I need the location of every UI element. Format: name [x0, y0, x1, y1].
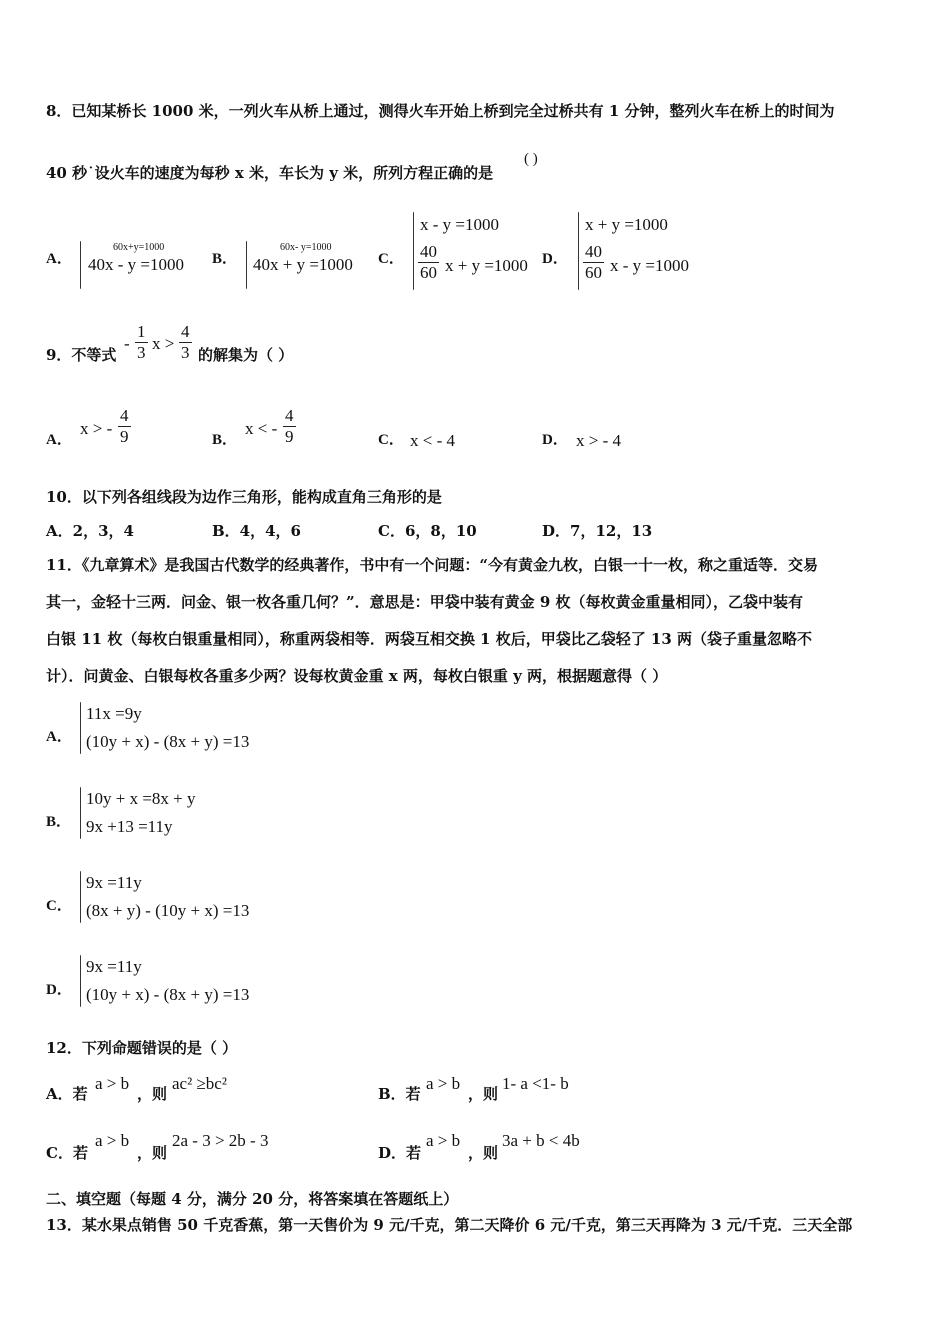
q10-option-c: C．6，8，10: [378, 522, 477, 540]
q8-option-a-label: A．: [46, 251, 72, 267]
q12-option-a-then: ，则: [137, 1085, 168, 1103]
q11-option-c-label: C．: [46, 898, 72, 914]
q8-stem-line1: 8．已知某桥长 1000 米，一列火车从桥上通过，测得火车开始上桥到完全过桥共有 1 分钟，整列火车在桥上的时间为: [46, 102, 835, 120]
q11-option-d-eq2: (10y + x) - (8x + y) =13: [86, 985, 250, 1004]
q8-option-b-eq2: 40x + y =1000: [253, 255, 353, 274]
q11-stem-line4: 计）．问黄金、白银每枚各重多少两？设每枚黄金重 x 两，每枚白银重 y 两，根据题意得（ ）: [46, 667, 668, 685]
q9-stem-suffix: 的解集为（ ）: [198, 346, 294, 364]
q11-stem-line1: 11．《九章算术》是我国古代数学的经典著作，书中有一个问题：“今有黄金九枚，白银一十一枚，称之重适等．交易: [46, 556, 819, 574]
q12-option-c-label: C．若: [46, 1144, 88, 1162]
q9-option-c-label: C．: [378, 432, 404, 448]
q9-option-b-expr: x < -: [245, 419, 278, 438]
q9-ineq-frac2-den: 3: [181, 342, 190, 362]
q12-option-d-cond: a > b: [426, 1131, 461, 1150]
q8-option-d-eq2: x - y =1000: [610, 256, 689, 275]
q13-stem: 13．某水果点销售 50 千克香蕉，第一天售价为 9 元/千克，第二天降价 6 元/千克，第三天再降为 3 元/千克．三天全部: [46, 1216, 853, 1234]
q10-option-d: D．7，12，13: [542, 522, 653, 540]
q8-option-c-frac-den: 60: [420, 262, 437, 282]
q8-option-d-label: D．: [542, 251, 568, 267]
q8-option-b-brace: [246, 241, 247, 289]
q9-stem-prefix: 9．不等式: [46, 346, 117, 364]
q8-option-b-eq1: 60x- y=1000: [280, 242, 332, 253]
q8-option-d-brace: [578, 212, 579, 290]
q11-stem-line3: 白银 11 枚（每枚白银重量相同），称重两袋相等．两袋互相交换 1 枚后，甲袋比乙袋轻了 13 两（袋子重量忽略不: [46, 630, 813, 648]
q10-option-a: A．2，3，4: [46, 522, 134, 540]
q8-option-d-eq1: x + y =1000: [585, 215, 668, 234]
q12-option-b-then: ，则: [468, 1085, 499, 1103]
q8-answer-paren: ( ): [524, 151, 538, 167]
q8-option-b-label: B．: [212, 251, 238, 267]
q11-stem-line2: 其一，金轻十三两．问金、银一枚各重几何？”．意思是：甲袋中装有黄金 9 枚（每枚黄金重量相同），乙袋中装有: [46, 593, 804, 611]
q9-ineq-frac1-num: 1: [137, 322, 146, 341]
q12-option-b-concl: 1- a <1- b: [502, 1074, 569, 1093]
q9-option-b-frac-den: 9: [285, 426, 294, 446]
q9-option-b-frac-num: 4: [285, 406, 294, 425]
q8-option-d-fraction: [583, 243, 604, 282]
q11-option-b-brace: [80, 787, 81, 839]
q12-option-b-cond: a > b: [426, 1074, 461, 1093]
q11-option-a-label: A．: [46, 729, 72, 745]
q9-option-a-frac-num: 4: [120, 406, 129, 425]
q12-option-d-then: ，则: [468, 1144, 499, 1162]
q9-ineq-minus: -: [124, 334, 130, 353]
q11-option-c-brace: [80, 871, 81, 923]
q12-option-c-then: ，则: [137, 1144, 168, 1162]
q8-option-a-brace: [80, 241, 81, 289]
q9-option-d-label: D．: [542, 432, 568, 448]
q9-ineq-mid: x >: [152, 334, 175, 353]
section-2-heading: 二、填空题（每题 4 分，满分 20 分，将答案填在答题纸上）: [46, 1190, 459, 1208]
q11-option-d-eq1: 9x =11y: [86, 957, 142, 976]
q8-option-c-fraction: [418, 243, 439, 282]
q9-option-d-expr: x > - 4: [576, 431, 621, 450]
q12-option-d-label: D．若: [378, 1144, 422, 1162]
q9-option-b-frac: [283, 407, 296, 446]
q9-option-a-frac: [118, 407, 131, 446]
q11-option-b-eq2: 9x +13 =11y: [86, 817, 173, 836]
q9-option-b-label: B．: [212, 432, 238, 448]
q11-option-c-eq1: 9x =11y: [86, 873, 142, 892]
q8-option-a-eq2: 40x - y =1000: [88, 255, 184, 274]
q9-option-a-label: A．: [46, 432, 72, 448]
q9-ineq-frac2: [179, 323, 192, 362]
q11-option-a-eq2: (10y + x) - (8x + y) =13: [86, 732, 250, 751]
q9-option-c-expr: x < - 4: [410, 431, 455, 450]
q8-option-c-frac-num: 40: [420, 242, 437, 261]
q9-option-a-expr: x > -: [80, 419, 113, 438]
q12-option-c-concl: 2a - 3 > 2b - 3: [172, 1131, 269, 1150]
q12-option-a-concl: ac² ≥bc²: [172, 1074, 227, 1093]
q12-option-a-cond: a > b: [95, 1074, 130, 1093]
q10-stem: 10．以下列各组线段为边作三角形，能构成直角三角形的是: [46, 488, 442, 506]
q8-option-c-label: C．: [378, 251, 404, 267]
q8-option-a-eq1: 60x+y=1000: [113, 242, 165, 253]
q12-option-c-cond: a > b: [95, 1131, 130, 1150]
q11-option-c-eq2: (8x + y) - (10y + x) =13: [86, 901, 250, 920]
q9-ineq-frac2-num: 4: [181, 322, 190, 341]
q11-option-a-brace: [80, 702, 81, 754]
q8-option-c-eq1: x - y =1000: [420, 215, 499, 234]
q11-option-b-eq1: 10y + x =8x + y: [86, 789, 196, 808]
q12-option-d-concl: 3a + b < 4b: [502, 1131, 580, 1150]
q12-stem: 12．下列命题错误的是（ ）: [46, 1039, 238, 1057]
q8-option-c-eq2: x + y =1000: [445, 256, 528, 275]
q11-option-a-eq1: 11x =9y: [86, 704, 142, 723]
q9-ineq-frac1: [135, 323, 148, 362]
q12-option-a-label: A．若: [46, 1085, 88, 1103]
q12-option-b-label: B．若: [378, 1085, 421, 1103]
q9-option-a-frac-den: 9: [120, 426, 129, 446]
q9-ineq-frac1-den: 3: [137, 342, 146, 362]
q8-option-c-brace: [413, 212, 414, 290]
q8-option-d-frac-den: 60: [585, 262, 602, 282]
q10-option-b: B．4，4，6: [212, 522, 301, 540]
q8-stem-line2: 40 秒˙设火车的速度为每秒 x 米，车长为 y 米，所列方程正确的是: [46, 164, 494, 182]
q11-option-d-brace: [80, 955, 81, 1007]
q11-option-b-label: B．: [46, 814, 72, 830]
q8-option-d-frac-num: 40: [585, 242, 602, 261]
q11-option-d-label: D．: [46, 982, 72, 998]
